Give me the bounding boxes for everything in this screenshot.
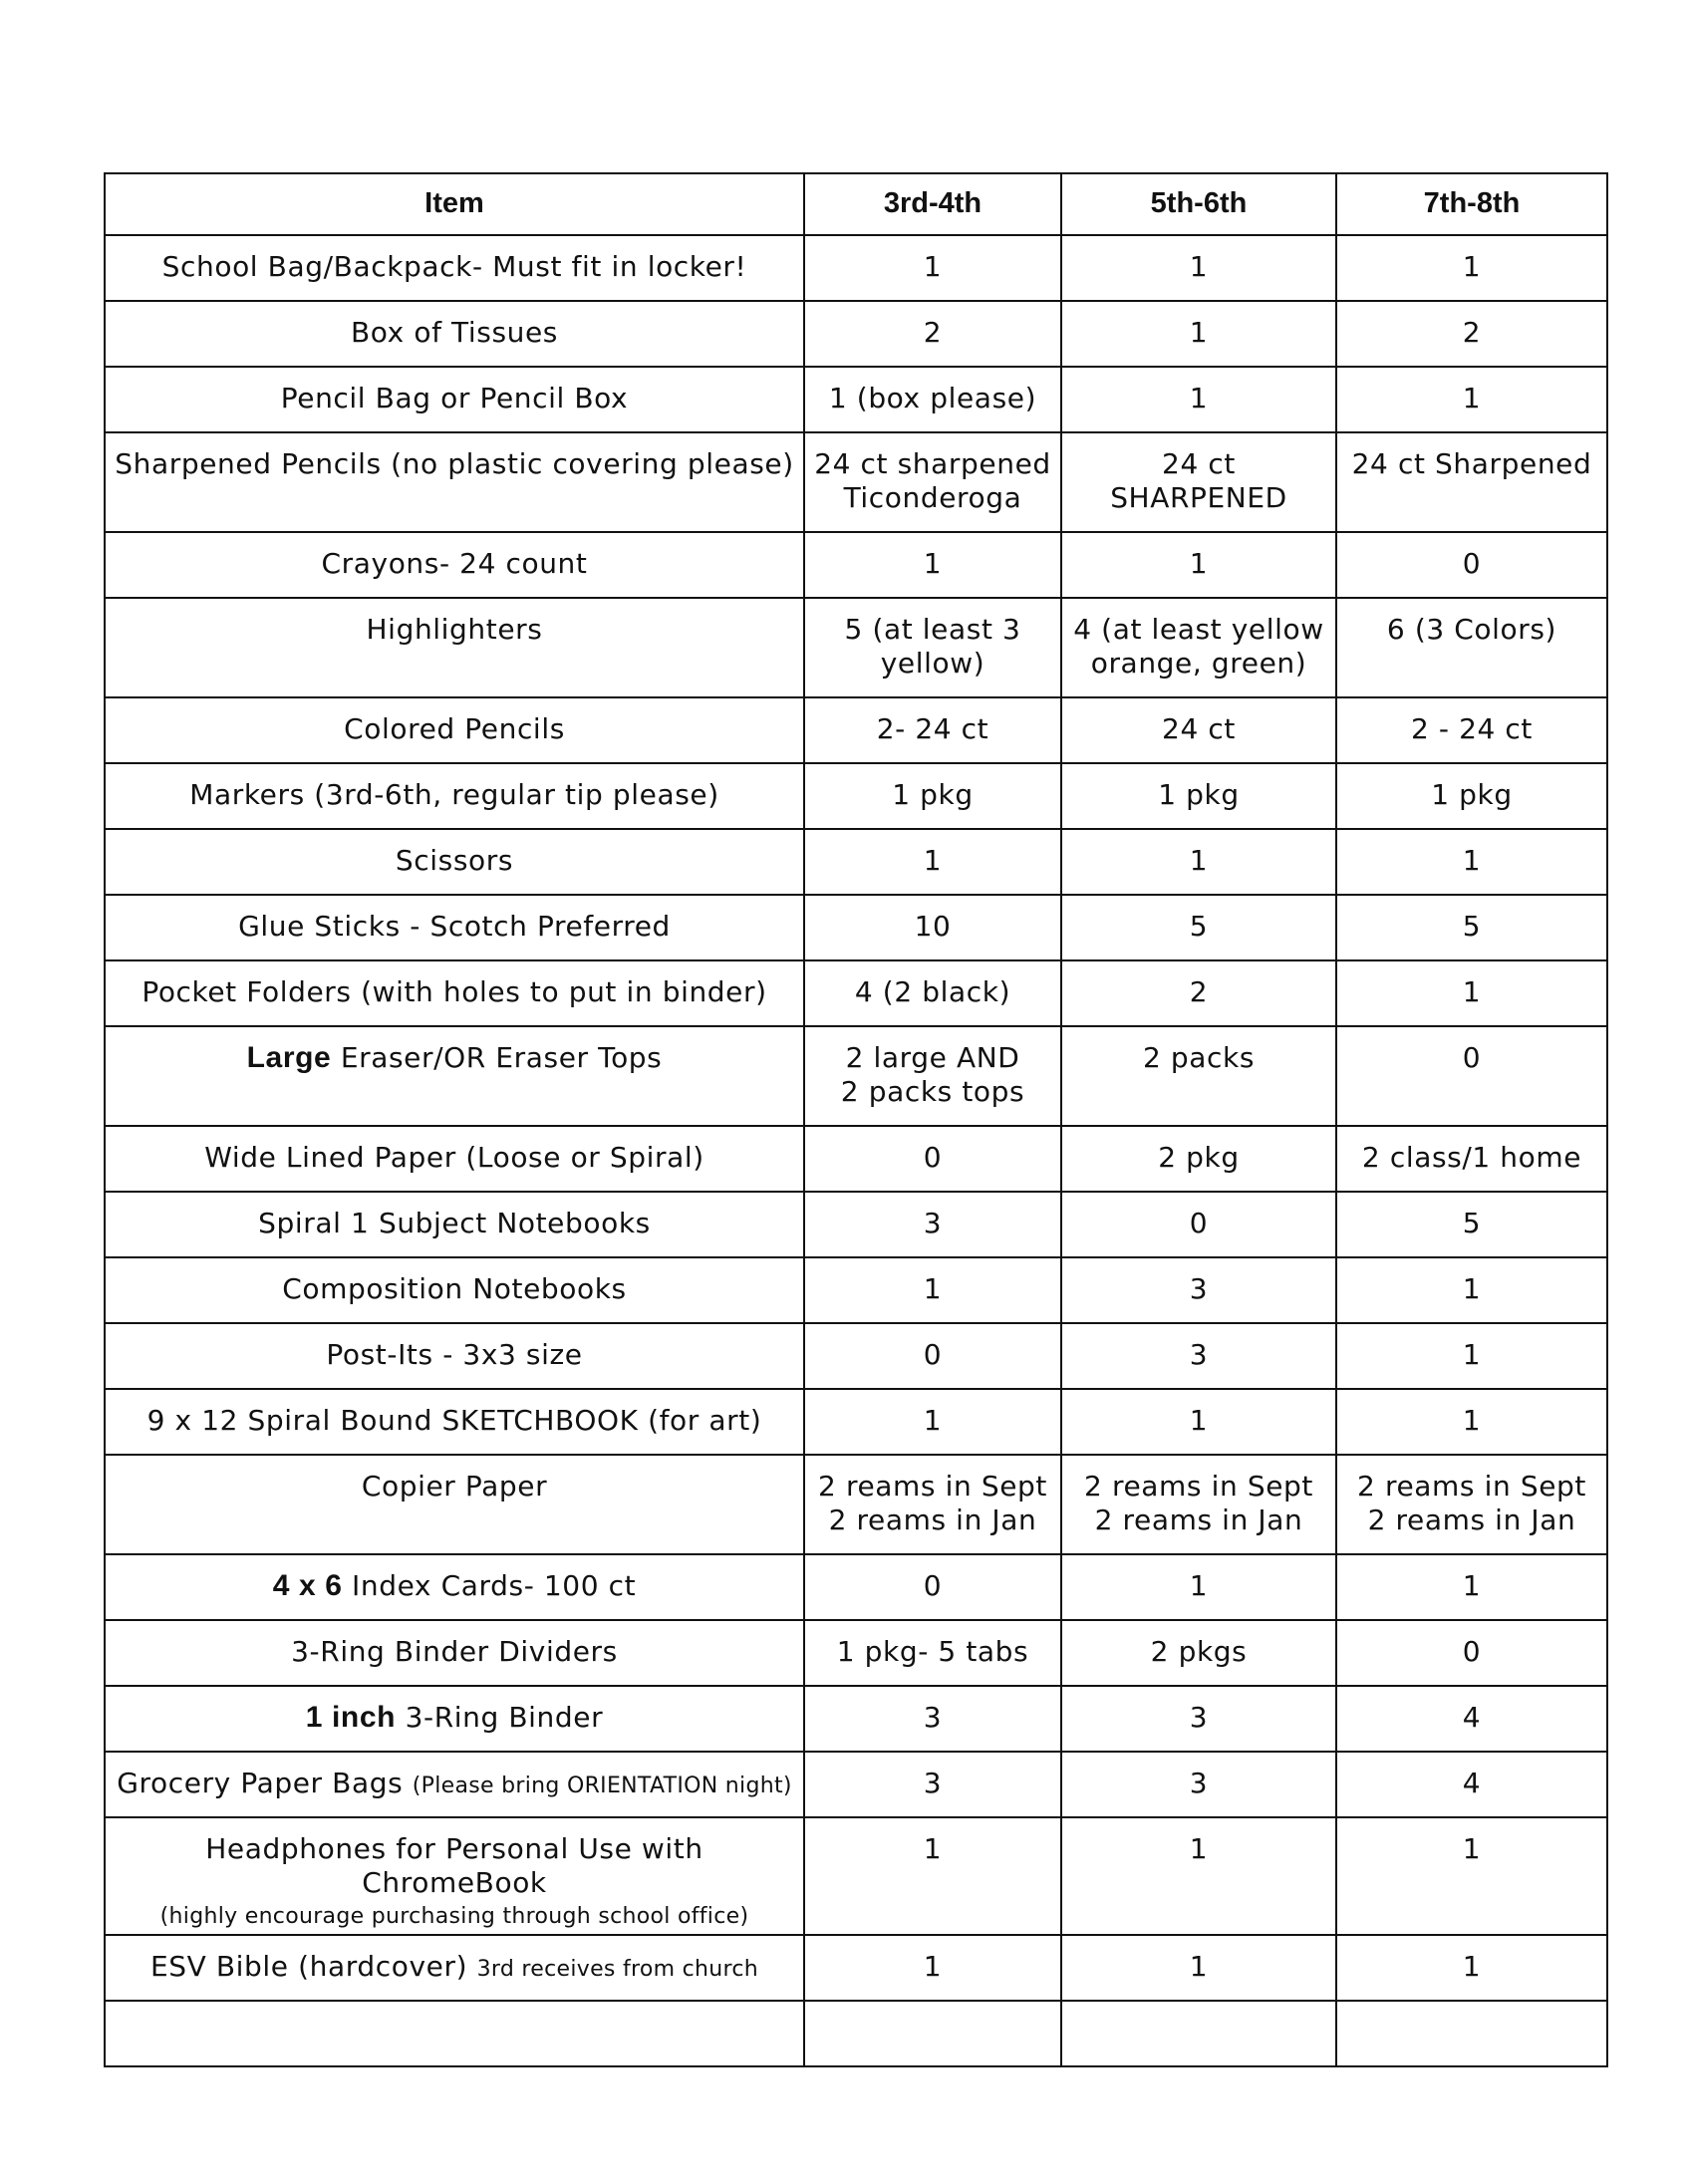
- grade-3-4-cell: 4 (2 black): [804, 960, 1061, 1026]
- grade-5-6-cell: [1061, 1455, 1336, 1554]
- grade-5-6-cell: 3: [1061, 1752, 1336, 1817]
- grade-7-8-cell: 0: [1336, 1026, 1607, 1126]
- item-note: 3rd receives from church: [476, 1957, 759, 1982]
- table-row: [105, 235, 1607, 301]
- grade-5-6-cell: 24 ct: [1061, 697, 1336, 763]
- grade-7-8-cell: [1336, 2001, 1607, 2066]
- table-row: [105, 960, 1607, 1026]
- table-row-empty: [105, 2001, 1607, 2066]
- item-cell: [105, 1752, 804, 1817]
- item-cell: 3-Ring Binder Dividers: [105, 1620, 804, 1686]
- table-row: [105, 1817, 1607, 1935]
- grade-3-4-cell: 1: [804, 829, 1061, 895]
- item-cell: Pocket Folders (with holes to put in binder): [105, 960, 804, 1026]
- grade-7-8-cell: 1: [1336, 1323, 1607, 1389]
- grade-3-4-cell: 0: [804, 1554, 1061, 1620]
- item-emphasis: 1 inch: [305, 1701, 397, 1734]
- grade-5-6-cell: 3: [1061, 1686, 1336, 1752]
- grade-5-6-cell: 1: [1061, 1389, 1336, 1455]
- grade-5-6-cell: 1: [1061, 235, 1336, 301]
- item-cell: Wide Lined Paper (Loose or Spiral): [105, 1126, 804, 1192]
- cell-line: 2 large AND: [845, 1041, 1020, 1074]
- item-cell: Crayons- 24 count: [105, 532, 804, 598]
- grade-3-4-cell: 1: [804, 1935, 1061, 2001]
- item-cell: Spiral 1 Subject Notebooks: [105, 1192, 804, 1257]
- grade-3-4-cell: 0: [804, 1323, 1061, 1389]
- grade-7-8-cell: 1: [1336, 1554, 1607, 1620]
- cell-line: 24 ct sharpened: [814, 447, 1051, 480]
- grade-3-4-cell: 1: [804, 235, 1061, 301]
- table-row: [105, 1192, 1607, 1257]
- grade-5-6-cell: 2 pkg: [1061, 1126, 1336, 1192]
- header-7th-8th: 7th-8th: [1336, 173, 1607, 235]
- grade-7-8-cell: 1: [1336, 829, 1607, 895]
- grade-7-8-cell: 0: [1336, 532, 1607, 598]
- table-row: [105, 1935, 1607, 2001]
- cell-line: 2 reams in Sept: [818, 1470, 1047, 1502]
- grade-7-8-cell: 1: [1336, 235, 1607, 301]
- grade-3-4-cell: 1 pkg: [804, 763, 1061, 829]
- grade-3-4-cell: 1 (box please): [804, 367, 1061, 432]
- table-row: [105, 1554, 1607, 1620]
- grade-5-6-cell: 5: [1061, 895, 1336, 960]
- item-text: ESV Bible (hardcover): [149, 1950, 477, 1983]
- table-header-row: [105, 173, 1607, 235]
- grade-7-8-cell: 1: [1336, 1817, 1607, 1935]
- grade-5-6-cell: [1061, 2001, 1336, 2066]
- header-3rd-4th: 3rd-4th: [804, 173, 1061, 235]
- item-cell: Colored Pencils: [105, 697, 804, 763]
- grade-5-6-cell: 3: [1061, 1323, 1336, 1389]
- table-row: [105, 895, 1607, 960]
- item-cell: [105, 1817, 804, 1935]
- grade-3-4-cell: 1: [804, 532, 1061, 598]
- grade-3-4-cell: [804, 432, 1061, 532]
- grade-3-4-cell: [804, 598, 1061, 697]
- grade-3-4-cell: 3: [804, 1686, 1061, 1752]
- grade-3-4-cell: 2- 24 ct: [804, 697, 1061, 763]
- grade-3-4-cell: 1: [804, 1389, 1061, 1455]
- grade-3-4-cell: [804, 2001, 1061, 2066]
- cell-line: Ticonderoga: [843, 481, 1022, 514]
- grade-3-4-cell: 1 pkg- 5 tabs: [804, 1620, 1061, 1686]
- grade-5-6-cell: 1: [1061, 532, 1336, 598]
- grade-7-8-cell: 4: [1336, 1686, 1607, 1752]
- cell-line: yellow): [880, 647, 985, 680]
- grade-5-6-cell: 1: [1061, 1817, 1336, 1935]
- item-cell: [105, 1554, 804, 1620]
- grade-7-8-cell: 6 (3 Colors): [1336, 598, 1607, 697]
- table-row: [105, 1323, 1607, 1389]
- item-cell: [105, 1026, 804, 1126]
- table-row: [105, 1026, 1607, 1126]
- grade-3-4-cell: [804, 1026, 1061, 1126]
- grade-7-8-cell: 1: [1336, 367, 1607, 432]
- grade-7-8-cell: 2 class/1 home: [1336, 1126, 1607, 1192]
- grade-7-8-cell: 1 pkg: [1336, 763, 1607, 829]
- grade-3-4-cell: 1: [804, 1817, 1061, 1935]
- table-row: [105, 1257, 1607, 1323]
- table-row: [105, 763, 1607, 829]
- grade-7-8-cell: [1336, 1455, 1607, 1554]
- grade-5-6-cell: 2: [1061, 960, 1336, 1026]
- table-row: [105, 301, 1607, 367]
- item-cell: School Bag/Backpack- Must fit in locker!: [105, 235, 804, 301]
- item-text: Headphones for Personal Use with ChromeBook: [205, 1832, 703, 1899]
- item-cell: Pencil Bag or Pencil Box: [105, 367, 804, 432]
- item-text: Grocery Paper Bags: [117, 1767, 413, 1799]
- item-cell: Sharpened Pencils (no plastic covering please): [105, 432, 804, 532]
- cell-line: orange, green): [1090, 647, 1307, 680]
- item-cell: Markers (3rd-6th, regular tip please): [105, 763, 804, 829]
- grade-7-8-cell: 0: [1336, 1620, 1607, 1686]
- item-cell: 9 x 12 Spiral Bound SKETCHBOOK (for art): [105, 1389, 804, 1455]
- grade-5-6-cell: 3: [1061, 1257, 1336, 1323]
- cell-line: 2 reams in Sept: [1084, 1470, 1313, 1502]
- item-cell: Highlighters: [105, 598, 804, 697]
- table-row: [105, 1686, 1607, 1752]
- grade-7-8-cell: 1: [1336, 960, 1607, 1026]
- item-text: Eraser/OR Eraser Tops: [331, 1041, 663, 1074]
- cell-line: 2 reams in Jan: [828, 1503, 1037, 1536]
- grade-5-6-cell: [1061, 598, 1336, 697]
- grade-5-6-cell: 1: [1061, 301, 1336, 367]
- grade-7-8-cell: 4: [1336, 1752, 1607, 1817]
- item-cell: Composition Notebooks: [105, 1257, 804, 1323]
- cell-line: 2 reams in Jan: [1367, 1503, 1576, 1536]
- cell-line: 2 reams in Sept: [1357, 1470, 1586, 1502]
- grade-3-4-cell: 3: [804, 1752, 1061, 1817]
- grade-7-8-cell: 1: [1336, 1389, 1607, 1455]
- item-text: 3-Ring Binder: [396, 1701, 604, 1734]
- cell-line: 2 packs tops: [840, 1075, 1025, 1108]
- grade-5-6-cell: 2 pkgs: [1061, 1620, 1336, 1686]
- table-row: [105, 829, 1607, 895]
- table-row: [105, 1455, 1607, 1554]
- table-row: [105, 598, 1607, 697]
- header-item: Item: [105, 173, 804, 235]
- grade-3-4-cell: 1: [804, 1257, 1061, 1323]
- cell-line: 2 reams in Jan: [1094, 1503, 1303, 1536]
- grade-7-8-cell: 1: [1336, 1935, 1607, 2001]
- grade-3-4-cell: 10: [804, 895, 1061, 960]
- grade-5-6-cell: 2 packs: [1061, 1026, 1336, 1126]
- grade-5-6-cell: 0: [1061, 1192, 1336, 1257]
- item-note: (Please bring ORIENTATION night): [412, 1774, 792, 1798]
- grade-5-6-cell: 1: [1061, 829, 1336, 895]
- grade-3-4-cell: [804, 1455, 1061, 1554]
- table-row: [105, 1620, 1607, 1686]
- grade-7-8-cell: 2: [1336, 301, 1607, 367]
- item-cell: [105, 1686, 804, 1752]
- table-row: [105, 697, 1607, 763]
- cell-line: 4 (at least yellow: [1073, 613, 1324, 646]
- table-row: [105, 1389, 1607, 1455]
- grade-5-6-cell: 1: [1061, 367, 1336, 432]
- grade-7-8-cell: 24 ct Sharpened: [1336, 432, 1607, 532]
- item-cell: Copier Paper: [105, 1455, 804, 1554]
- table-row: [105, 1752, 1607, 1817]
- grade-7-8-cell: 2 - 24 ct: [1336, 697, 1607, 763]
- item-cell: Glue Sticks - Scotch Preferred: [105, 895, 804, 960]
- item-note: (highly encourage purchasing through school office): [159, 1904, 749, 1929]
- grade-3-4-cell: 2: [804, 301, 1061, 367]
- grade-5-6-cell: 1 pkg: [1061, 763, 1336, 829]
- header-5th-6th: 5th-6th: [1061, 173, 1336, 235]
- table-row: [105, 367, 1607, 432]
- table-row: [105, 532, 1607, 598]
- table-row: [105, 1126, 1607, 1192]
- grade-5-6-cell: 24 ct SHARPENED: [1061, 432, 1336, 532]
- grade-5-6-cell: 1: [1061, 1935, 1336, 2001]
- grade-5-6-cell: 1: [1061, 1554, 1336, 1620]
- item-emphasis: 4 x 6: [272, 1569, 343, 1602]
- item-cell: Box of Tissues: [105, 301, 804, 367]
- table-row: [105, 432, 1607, 532]
- grade-7-8-cell: 1: [1336, 1257, 1607, 1323]
- item-cell: [105, 1935, 804, 2001]
- grade-7-8-cell: 5: [1336, 895, 1607, 960]
- item-cell: Scissors: [105, 829, 804, 895]
- item-emphasis: Large: [246, 1041, 332, 1074]
- supply-list-table: [104, 172, 1608, 2067]
- grade-3-4-cell: 0: [804, 1126, 1061, 1192]
- item-text: Index Cards- 100 ct: [342, 1569, 637, 1602]
- grade-3-4-cell: 3: [804, 1192, 1061, 1257]
- item-cell: Post-Its - 3x3 size: [105, 1323, 804, 1389]
- grade-7-8-cell: 5: [1336, 1192, 1607, 1257]
- item-cell: [105, 2001, 804, 2066]
- cell-line: 5 (at least 3: [844, 613, 1021, 646]
